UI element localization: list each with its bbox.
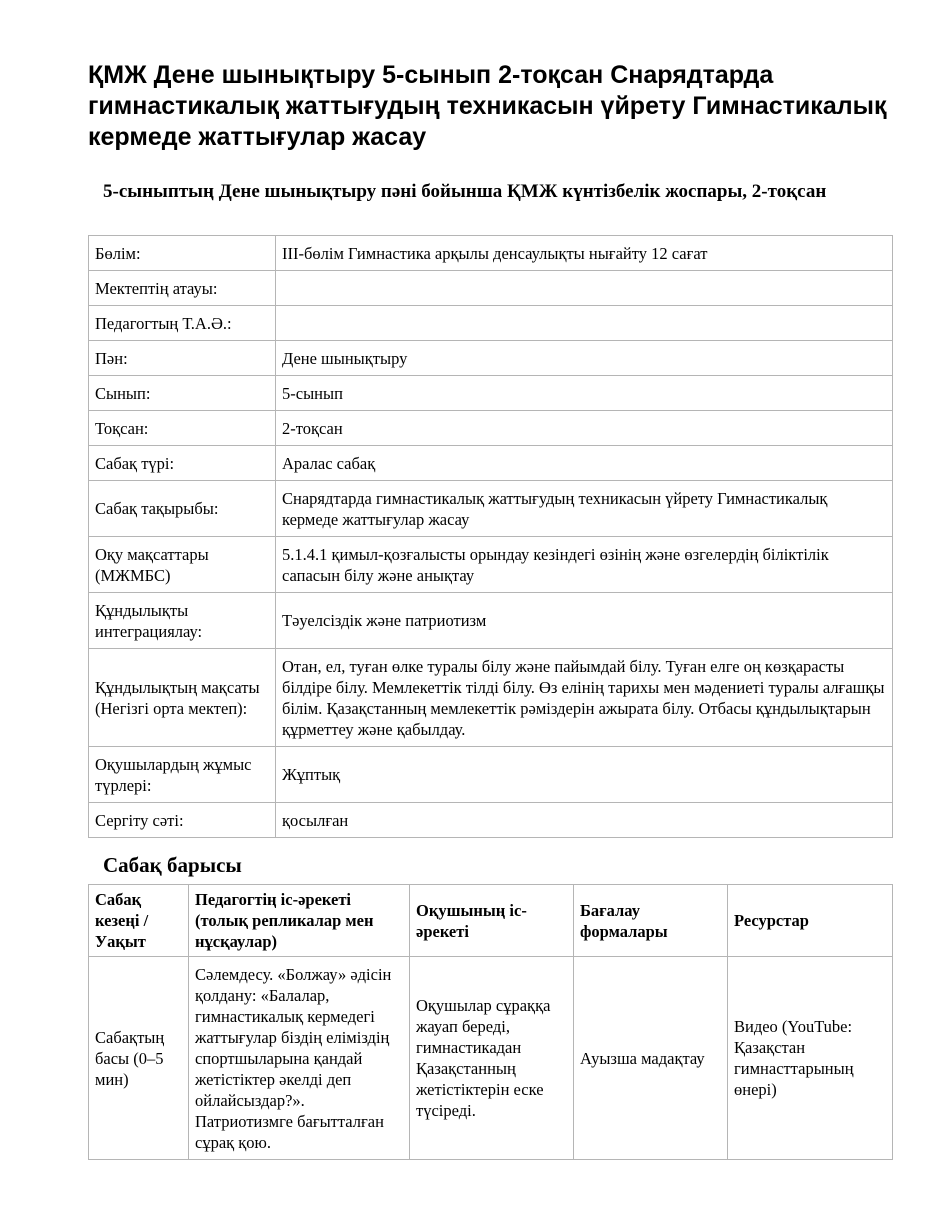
- info-key: Пән:: [89, 341, 276, 376]
- table-row: [89, 649, 893, 747]
- info-key: Оқу мақсаттары (МЖМБС): [89, 537, 276, 593]
- info-value: [276, 306, 893, 341]
- column-header: Бағалау формалары: [574, 885, 728, 957]
- table-row: [89, 446, 893, 481]
- info-table: [88, 235, 893, 838]
- lesson-heading: Сабақ барысы: [103, 853, 242, 877]
- table-row: [89, 537, 893, 593]
- info-value: қосылған: [276, 803, 893, 838]
- table-row: [89, 341, 893, 376]
- info-value: Отан, ел, туған өлке туралы білу және пайымдай білу. Туған елге оң көзқарасты білдіре білу. Мемлекеттік тілді білу. Өз елінің тарихы мен мәдениеті туралы алғашқы білім. Қазақстанның мемлекеттік рәміздерін ажырата білу. Отбасы құндылықтарын құрметтеу және қабылдау.: [276, 649, 893, 747]
- info-key: Сынып:: [89, 376, 276, 411]
- plan-subtitle: 5-сыныптың Дене шынықтыру пәні бойынша ҚМЖ күнтізбелік жоспары, 2-тоқсан: [103, 181, 827, 202]
- info-key: Бөлім:: [89, 236, 276, 271]
- table-row: [89, 481, 893, 537]
- info-key: Сабақ түрі:: [89, 446, 276, 481]
- table-header-row: [89, 885, 893, 957]
- info-key: Тоқсан:: [89, 411, 276, 446]
- table-row: [89, 236, 893, 271]
- info-key: Мектептің атауы:: [89, 271, 276, 306]
- assessment-cell: Ауызша мадақтау: [574, 957, 728, 1160]
- table-row: [89, 803, 893, 838]
- table-row: [89, 747, 893, 803]
- teacher-action-cell: Сәлемдесу. «Болжау» әдісін қолдану: «Балалар, гимнастикалық кермедегі жаттығулар біздің еліміздің спортшыларына қандай жетістіктер әкелді деп ойлайсыздар?». Патриотизмге бағытталған сұрақ қою.: [189, 957, 410, 1160]
- table-row: [89, 593, 893, 649]
- info-value: Снарядтарда гимнастикалық жаттығудың техникасын үйрету Гимнастикалық кермеде жаттығулар жасау: [276, 481, 893, 537]
- table-row: [89, 306, 893, 341]
- table-row: [89, 271, 893, 306]
- info-value: ІІІ-бөлім Гимнастика арқылы денсаулықты нығайту 12 сағат: [276, 236, 893, 271]
- student-action-cell: Оқушылар сұраққа жауап береді, гимнастикадан Қазақстанның жетістіктерін еске түсіреді.: [410, 957, 574, 1160]
- info-value: Дене шынықтыру: [276, 341, 893, 376]
- info-key: Оқушылардың жұмыс түрлері:: [89, 747, 276, 803]
- info-key: Сергіту сәті:: [89, 803, 276, 838]
- info-value: Жұптық: [276, 747, 893, 803]
- info-key: Құндылықты интеграциялау:: [89, 593, 276, 649]
- info-value: Тәуелсіздік және патриотизм: [276, 593, 893, 649]
- column-header: Оқушының іс-әрекеті: [410, 885, 574, 957]
- table-row: [89, 957, 893, 1160]
- info-value: 2-тоқсан: [276, 411, 893, 446]
- stage-cell: Сабақтың басы (0–5 мин): [89, 957, 189, 1160]
- info-key: Құндылықтың мақсаты (Негізгі орта мектеп):: [89, 649, 276, 747]
- info-value: [276, 271, 893, 306]
- column-header: Педагогтің іс-әрекеті (толық репликалар мен нұсқаулар): [189, 885, 410, 957]
- info-key: Сабақ тақырыбы:: [89, 481, 276, 537]
- lesson-table: [88, 884, 893, 1160]
- column-header: Ресурстар: [728, 885, 893, 957]
- table-row: [89, 411, 893, 446]
- column-header: Сабақ кезеңі / Уақыт: [89, 885, 189, 957]
- info-key: Педагогтың Т.А.Ә.:: [89, 306, 276, 341]
- info-value: 5-сынып: [276, 376, 893, 411]
- document-title: ҚМЖ Дене шынықтыру 5-сынып 2-тоқсан Снарядтарда гимнастикалық жаттығудың техникасын үйрету Гимнастикалық кермеде жаттығулар жасау: [88, 61, 887, 151]
- resources-cell: Видео (YouTube: Қазақстан гимнасттарының өнері): [728, 957, 893, 1160]
- table-row: [89, 376, 893, 411]
- info-value: Аралас сабақ: [276, 446, 893, 481]
- info-value: 5.1.4.1 қимыл-қозғалысты орындау кезіндегі өзінің және өзгелердің біліктілік сапасын білу және анықтау: [276, 537, 893, 593]
